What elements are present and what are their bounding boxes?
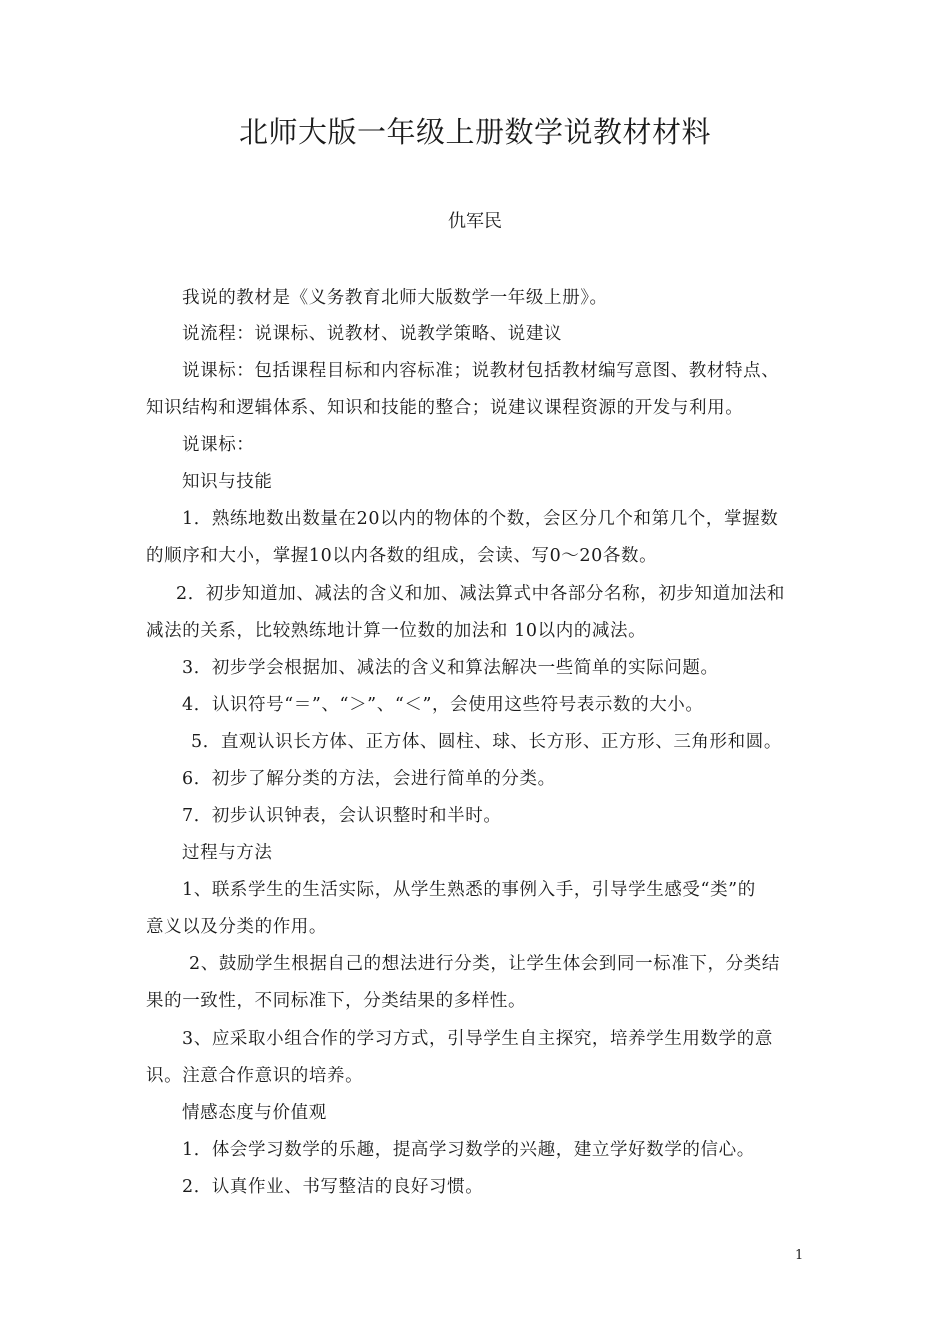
document-author: 仇军民 [448,211,502,232]
document-title: 北师大版一年级上册数学说教材材料 [238,115,711,149]
paragraph-line: 2．认真作业、书写整洁的良好习惯。 [182,1177,484,1197]
section-heading: 情感态度与价值观 [182,1103,327,1123]
paragraph-line: 6．初步了解分类的方法，会进行简单的分类。 [182,769,556,789]
paragraph-line: 5．直观认识长方体、正方体、圆柱、球、长方形、正方形、三角形和圆。 [191,732,782,752]
paragraph-line: 4．认识符号“＝”、“＞”、“＜”，会使用这些符号表示数的大小。 [182,695,704,715]
section-heading: 过程与方法 [182,843,273,863]
paragraph-line: 识。注意合作意识的培养。 [146,1066,364,1086]
paragraph-line: 说课标：包括课程目标和内容标准；说教材包括教材编写意图、教材特点、 [182,361,780,381]
paragraph-line: 的顺序和大小，掌握10以内各数的组成，会读、写0～20各数。 [146,546,658,566]
paragraph-line: 2．初步知道加、减法的含义和加、减法算式中各部分名称，初步知道加法和 [176,584,786,604]
paragraph-line: 我说的教材是《义务教育北师大版数学一年级上册》。 [182,288,608,308]
paragraph-line: 1．熟练地数出数量在20以内的物体的个数，会区分几个和第几个，掌握数 [182,509,779,529]
paragraph-line: 3．初步学会根据加、减法的含义和算法解决一些简单的实际问题。 [182,658,719,678]
paragraph-line: 说课标： [182,435,255,455]
paragraph-line: 3、应采取小组合作的学习方式，引导学生自主探究，培养学生用数学的意 [182,1029,773,1049]
paragraph-line: 果的一致性，不同标准下，分类结果的多样性。 [146,991,527,1011]
paragraph-line: 1．体会学习数学的乐趣，提高学习数学的兴趣，建立学好数学的信心。 [182,1140,755,1160]
paragraph-line: 说流程：说课标、说教材、说教学策略、说建议 [182,324,563,344]
paragraph-line: 1、联系学生的生活实际，从学生熟悉的事例入手，引导学生感受“类”的 [182,880,756,900]
page-number: 1 [795,1248,804,1263]
paragraph-line: 意义以及分类的作用。 [146,917,327,937]
paragraph-line: 2、鼓励学生根据自己的想法进行分类，让学生体会到同一标准下，分类结 [189,954,780,974]
paragraph-line: 7．初步认识钟表，会认识整时和半时。 [182,806,502,826]
section-heading: 知识与技能 [182,472,273,492]
paragraph-line: 知识结构和逻辑体系、知识和技能的整合；说建议课程资源的开发与利用。 [146,398,744,418]
paragraph-line: 减法的关系，比较熟练地计算一位数的加法和 10以内的减法。 [146,621,647,641]
